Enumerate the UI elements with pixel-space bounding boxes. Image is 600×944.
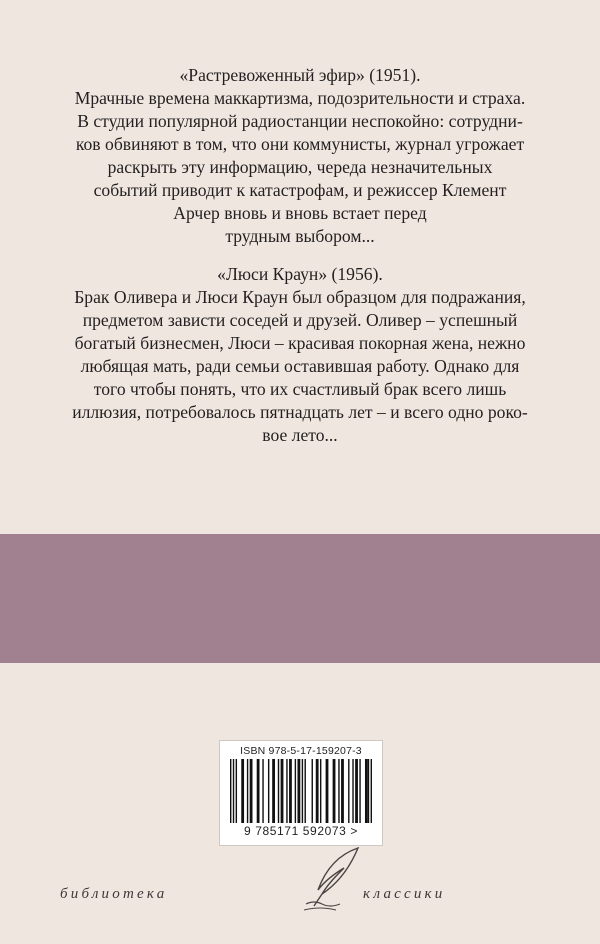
barcode-bar (250, 759, 253, 823)
barcode-bar (352, 759, 353, 823)
description-2 (0, 263, 600, 447)
barcode-bar (333, 759, 336, 823)
quill-pen-icon (300, 846, 364, 912)
barcode-bar (230, 759, 231, 823)
description-2-line: того чтобы понять, что их счастливый брак всего лишь (93, 379, 507, 399)
barcode-panel (219, 740, 383, 846)
barcode-bar (281, 759, 284, 823)
description-1-line: Мрачные времена маккартизма, подозрительности и страха. (74, 88, 526, 108)
barcode-bar (305, 759, 306, 823)
description-1-line: Арчер вновь и вновь встает перед (173, 203, 427, 223)
barcode-bar (289, 759, 292, 823)
barcode-bar (297, 759, 300, 823)
barcode-bar (295, 759, 296, 823)
barcode-bar (359, 759, 360, 823)
barcode-bar (262, 759, 263, 823)
barcode-bar (241, 759, 244, 823)
barcode-bar (312, 759, 313, 823)
barcode-bar (272, 759, 275, 823)
description-1 (0, 64, 600, 248)
barcode-bar (348, 759, 349, 823)
barcode-bar (355, 759, 358, 823)
isbn-label: ISBN 978-5-17-159207-3 (240, 745, 362, 757)
barcode-bar (278, 759, 279, 823)
description-1-line: трудным выбором... (225, 226, 375, 246)
barcode-bar (236, 759, 237, 823)
barcode-bar (268, 759, 269, 823)
barcode-bar (320, 759, 321, 823)
description-2-line: вое лето... (262, 425, 338, 445)
series-label-right: классики (363, 886, 446, 902)
barcode-bar (247, 759, 248, 823)
barcode-bar (326, 759, 329, 823)
barcode-bar (286, 759, 287, 823)
barcode-bar (341, 759, 344, 823)
barcode-bar (368, 759, 369, 823)
barcode-bar (233, 759, 234, 823)
decorative-band (0, 534, 600, 663)
barcode-bar (338, 759, 339, 823)
description-2-title: «Люси Краун» (1956). (217, 264, 383, 284)
description-2-line: любящая мать, ради семьи оставившая работу. Однако для (80, 356, 520, 376)
description-1-line: В студии популярной радиостанции неспокойно: сотрудни- (77, 111, 523, 131)
description-2-line: предметом зависти соседей и друзей. Оливер – успешный (82, 310, 518, 330)
barcode-bar (371, 759, 372, 823)
barcode-bar (365, 759, 368, 823)
description-1-line: ков обвиняют в том, что они коммунисты, журнал угрожает (75, 134, 525, 154)
description-2-line: иллюзия, потребовалось пятнадцать лет – и всего одно роко- (72, 402, 528, 422)
description-2-line: Брак Оливера и Люси Краун был образцом для подражания, (74, 287, 526, 307)
description-1-line: событий приводит к катастрофам, и режиссер Клемент (93, 180, 507, 200)
description-1-line: раскрыть эту информацию, череда незначительных (107, 157, 493, 177)
description-2-line: богатый бизнесмен, Люси – красивая покорная жена, нежно (74, 333, 526, 353)
isbn-digits: 9 785171 592073 > (244, 824, 358, 838)
barcode-bar (302, 759, 303, 823)
barcode-graphic (230, 759, 372, 823)
series-label-left: библиотека (60, 886, 168, 902)
description-1-title: «Растревоженный эфир» (1951). (179, 65, 421, 85)
barcode-bar (316, 759, 319, 823)
barcode-bar (257, 759, 260, 823)
